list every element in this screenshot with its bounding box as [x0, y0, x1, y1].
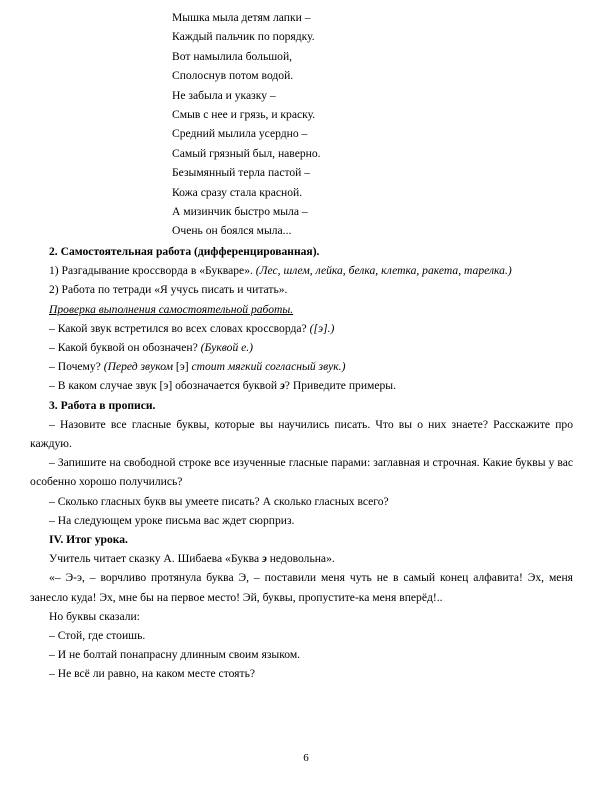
document-body [30, 242, 573, 684]
story-line: Но буквы сказали: [49, 609, 140, 623]
paragraph: – Сколько гласных букв вы умеете писать? А сколько гласных всего? [49, 494, 389, 508]
poem [172, 8, 321, 241]
question-text: – В каком случае звук [э] обозначается буквой [49, 379, 280, 393]
question-2 [30, 338, 573, 357]
answer-text: (Буквой е.) [200, 341, 254, 355]
answer-text: стоит мягкий согласный звук.) [188, 360, 346, 374]
story-intro [30, 549, 573, 568]
poem-line: Вот намылила большой, [172, 49, 293, 63]
poem-line: Сполоснув потом водой. [172, 69, 294, 83]
section-2-heading: 2. Самостоятельная работа (дифференцированная). [49, 245, 320, 258]
section-3-heading: 3. Работа в прописи. [49, 398, 156, 412]
letter-e: э [262, 552, 267, 566]
poem-line: Смыв с нее и грязь, и краску. [172, 107, 316, 121]
answer-text: (Перед звуком [103, 360, 176, 374]
paragraph: – Назовите все гласные буквы, которые вы научились писать. Что вы о них знаете? Расскажите про каждую. [30, 417, 573, 451]
crossword-answers: (Лес, шлем, лейка, белка, клетка, ракета, тарелка.) [255, 264, 512, 278]
question-text: – Почему? [49, 360, 104, 374]
intro-text: Учитель читает сказку А. Шибаева «Буква [49, 552, 263, 566]
paragraph: – Запишите на свободной строке все изученные гласные парами: заглавная и строчная. Какие буквы у вас особенно хорошо получились? [30, 456, 573, 489]
poem-line: А мизинчик быстро мыла – [172, 204, 308, 218]
story-line: – Не всё ли равно, на каком месте стоять? [49, 667, 256, 681]
poem-line: Мышка мыла детям лапки – [172, 11, 311, 24]
section-4-heading: IV. Итог урока. [49, 533, 128, 547]
answer-text: ([э].) [309, 321, 335, 335]
poem-line: Средний мылила усердно – [172, 127, 308, 141]
task-crossword-text: 1) Разгадывание кроссворда в «Букваре». [49, 264, 256, 278]
question-text: – Какой буквой он обозначен? [49, 341, 201, 355]
task-workbook: 2) Работа по тетради «Я учусь писать и читать». [49, 283, 288, 297]
letter-e: э [279, 379, 285, 393]
task-crossword [30, 261, 573, 280]
question-4 [30, 376, 573, 395]
poem-line: Безымянный терла пастой – [172, 166, 311, 180]
check-heading: Проверка выполнения самостоятельной работы. [49, 302, 294, 316]
poem-line: Кожа сразу стала красной. [172, 185, 303, 199]
story-quote: «– Э-э, – ворчливо протянула буква Э, – поставили меня чуть не в самый конец алфавита! Эх, меня занесло куда! Эх, мне бы на первое место! Эй, буквы, пропустите-ка меня вперёд!.. [30, 571, 573, 604]
question-3 [30, 357, 573, 376]
question-1 [30, 319, 573, 338]
poem-line: Самый грязный был, наверно. [172, 146, 321, 160]
sound-symbol: [э] [175, 360, 189, 374]
paragraph: – На следующем уроке письма вас ждет сюрприз. [49, 513, 295, 527]
story-line: – И не болтай понапрасну длинным своим языком. [49, 648, 301, 662]
page-number: 6 [303, 752, 309, 764]
poem-line: Каждый пальчик по порядку. [172, 30, 315, 44]
intro-text: недовольна». [266, 552, 335, 566]
question-text: – Какой звук встретился во всех словах кроссворда? [49, 321, 310, 335]
story-line: – Стой, где стоишь. [49, 629, 146, 643]
poem-line: Очень он боялся мыла... [172, 224, 292, 238]
question-text: ? Приведите примеры. [284, 379, 396, 393]
poem-line: Не забыла и указку – [172, 88, 276, 102]
